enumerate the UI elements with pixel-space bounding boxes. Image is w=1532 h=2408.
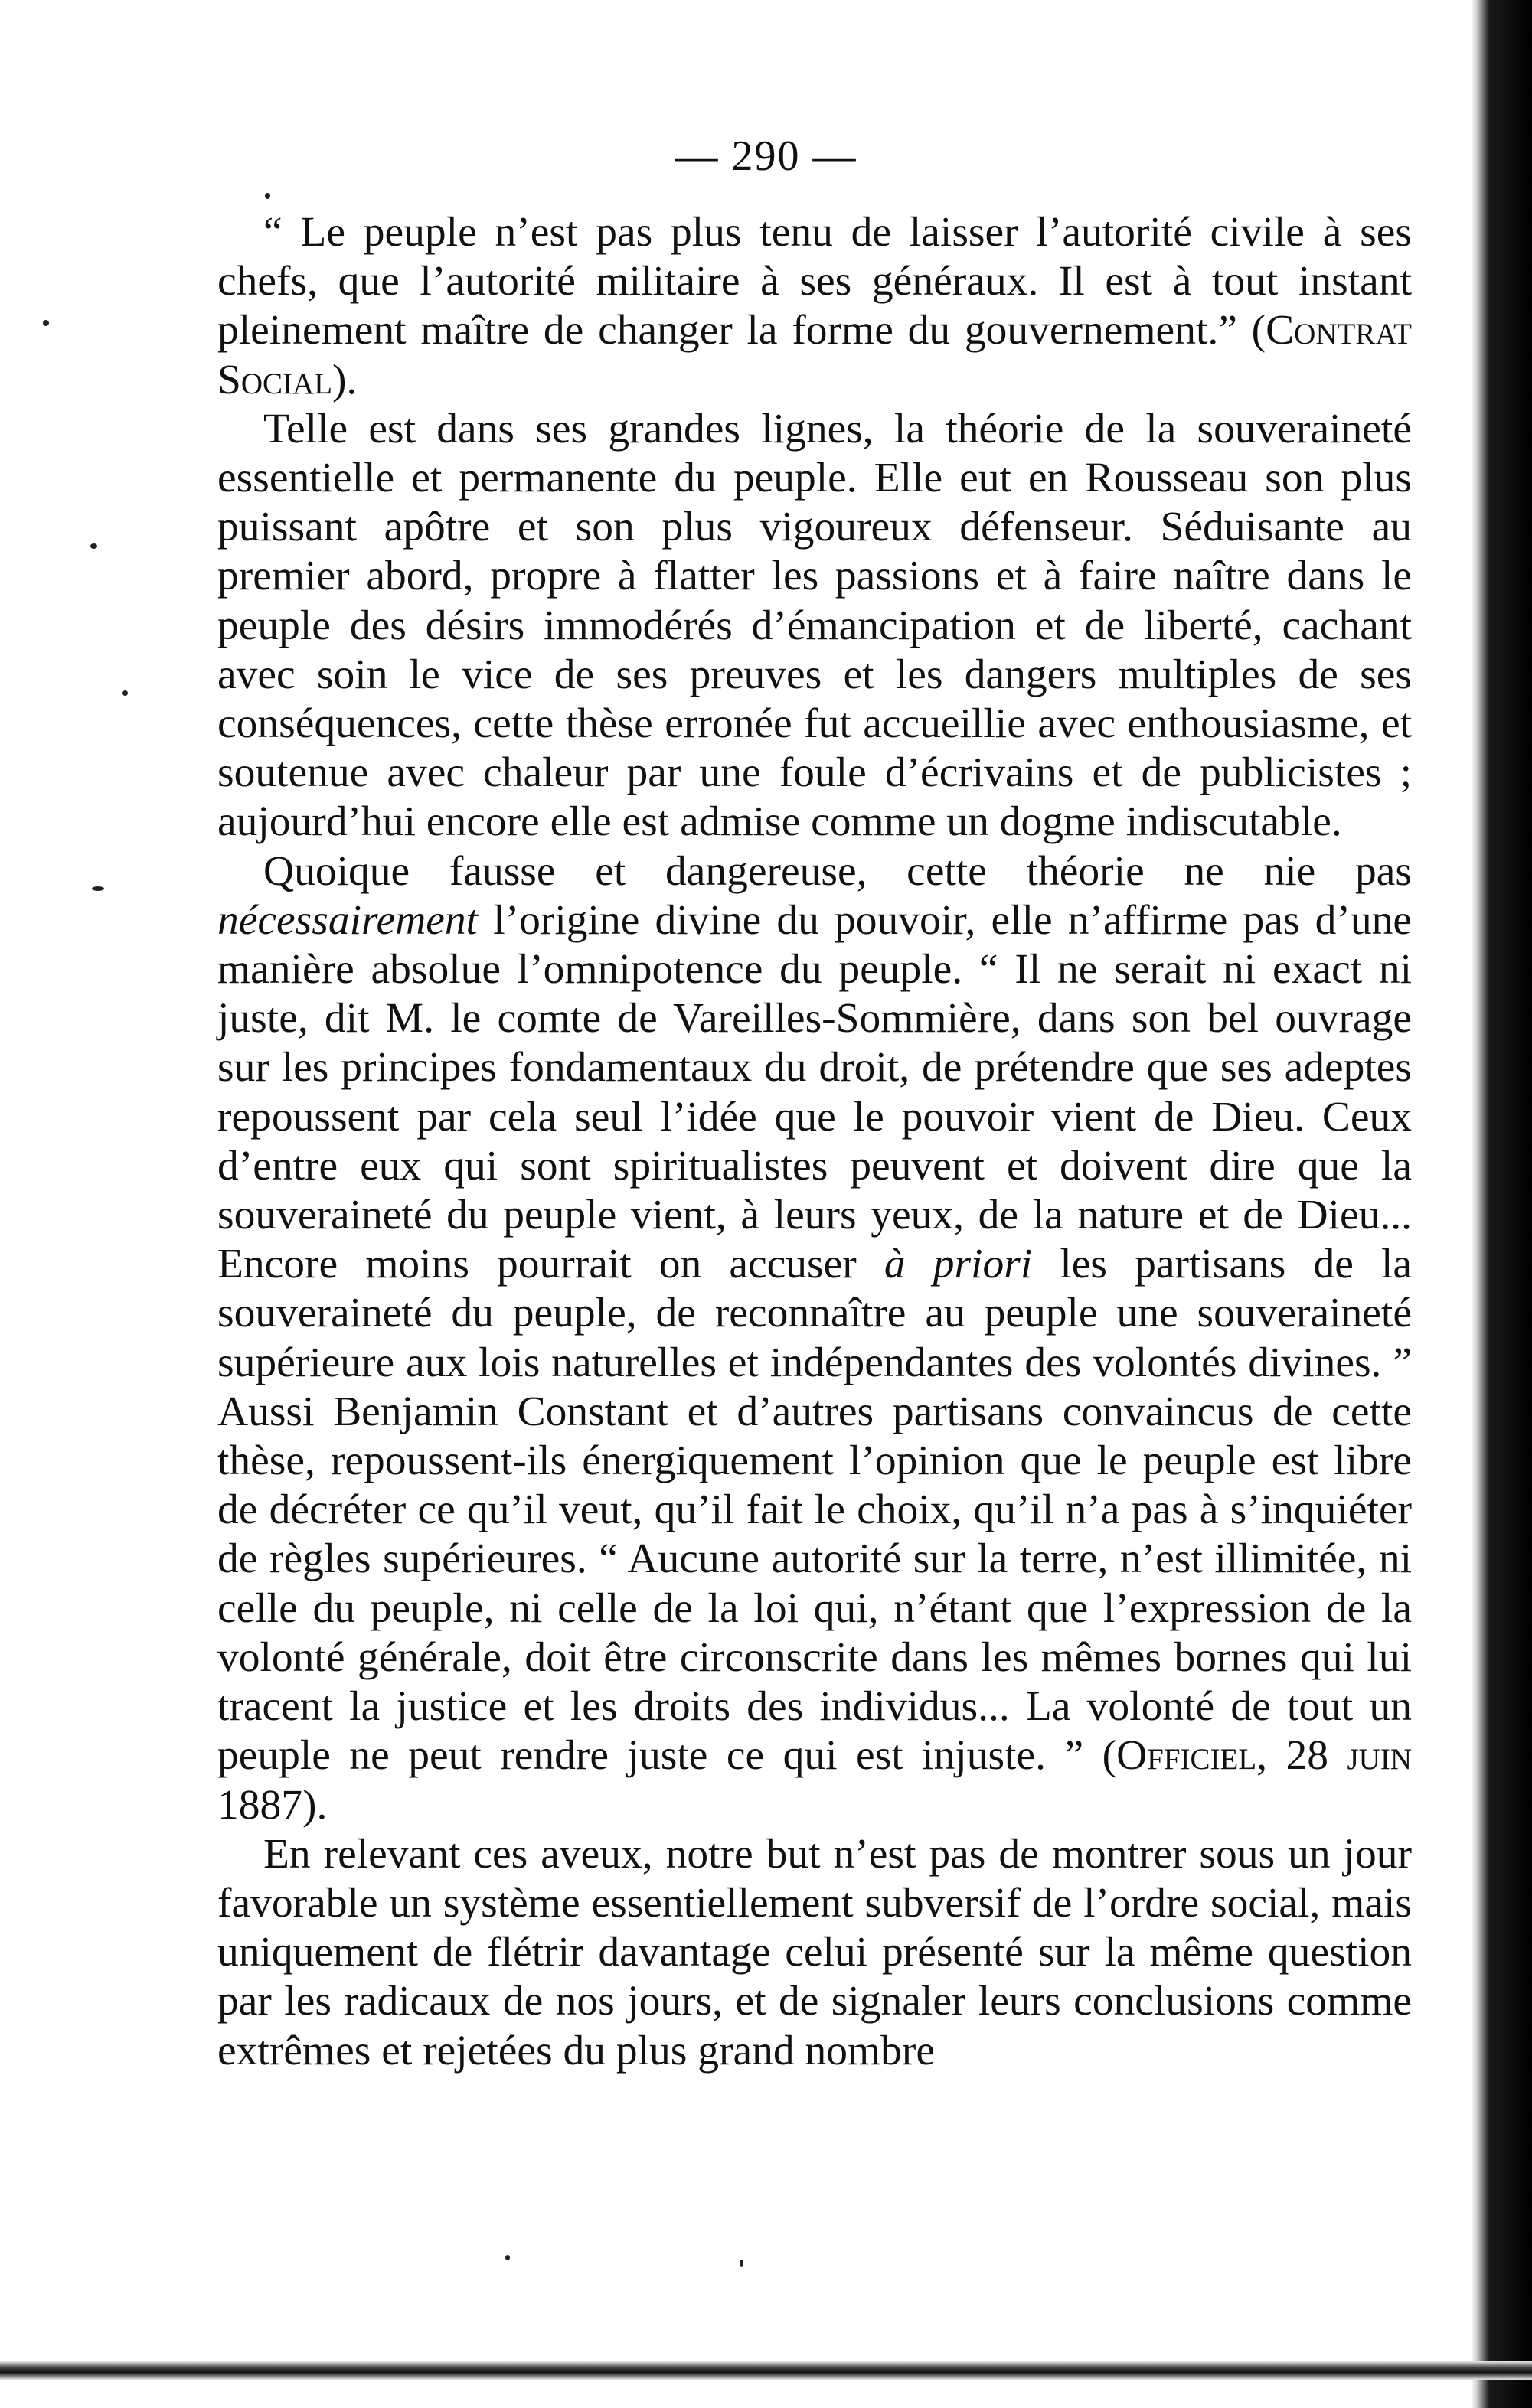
scan-speck xyxy=(505,2255,510,2260)
quote-source: Contrat Social xyxy=(217,307,1412,403)
page-bottom-rule xyxy=(0,2361,1532,2380)
page-text xyxy=(217,208,1412,2076)
scan-speck xyxy=(122,690,128,696)
scan-speck xyxy=(90,543,97,549)
page-edge-shadow xyxy=(1471,0,1532,2408)
paragraph-text-b: l’origine divine du pouvoir, elle n’affirme pas d’une manière absolue l’omnipotence du peuple. “ Il ne serait ni exact ni juste, dit M. le comte de Vareilles-Sommière, dans son bel ouvrage sur les principes fondamentaux du droit, de prétendre que ses adeptes repoussent par cela seul l’idée que le pouvoir vient de Dieu. Ceux d’entre eux qui sont spiritualistes peuvent et doivent dire que la souveraineté du peuple vient, à leurs yeux, de la nature et de Dieu... Encore moins pourrait on accuser xyxy=(217,896,1412,1288)
paragraph-aveux: En relevant ces aveux, notre but n’est pas de montrer sous un jour favorable un système essentiellement subversif de l’ordre social, mais uniquement de flétrir davantage celui présenté sur la même question par les radicaux de nos jours, et de signaler leurs conclusions comme extrêmes et rejetées du plus grand nombre xyxy=(217,1830,1412,2074)
quote-source-close: ). xyxy=(332,356,358,403)
paragraph-text-c: les partisans de la souveraineté du peuple, de reconnaître au peuple une souveraineté supérieure aux lois naturelles et indépendantes des volontés divines. ” Aussi Benjamin Constant et d’autres partisans convaincus de cette thèse, repoussent-ils énergiquement l’opinion que le peuple est libre de décréter ce qu’il veut, qu’il fait le choix, qu’il n’a pas à s’inquiéter de règles supérieures. “ Aucune autorité sur la terre, n’est illimitée, ni celle du peuple, ni celle de la loi qui, n’étant que l’expression de la volonté générale, doit être circonscrite dans les mêmes bornes qui lui tracent la justice et les droits des individus... La volonté de tout un peuple ne peut rendre juste ce qui est injuste. ” ( xyxy=(217,1241,1412,1780)
page-number: — 290 — xyxy=(675,132,857,180)
paragraph-theorie: Telle est dans ses grandes lignes, la théorie de la souveraineté essentielle et permanente du peuple. Elle eut en Rousseau son plus puissant apôtre et son plus vigoureux défenseur. Séduisante au premier abord, propre à flatter les passions et à faire naître dans le peuple des désirs immodérés d’émancipation et de liberté, cachant avec soin le vice de ses preuves et les dangers multiples de ses conséquences, cette thèse erronée fut accueillie avec enthousiasme, et soutenue avec chaleur par une foule d’écrivains et de publicistes ; aujourd’hui encore elle est admise comme un dogme indiscutable. xyxy=(217,405,1412,846)
citation-close: ). xyxy=(302,1781,328,1829)
scan-speck xyxy=(43,320,49,326)
emphasis-necessairement: nécessairement xyxy=(217,896,479,944)
paragraph-quoique xyxy=(217,847,1412,1830)
emphasis-a-priori: à priori xyxy=(884,1241,1033,1288)
scan-speck xyxy=(740,2260,743,2267)
quote-contrat-social xyxy=(217,208,1412,405)
scan-speck xyxy=(92,886,104,891)
scan-speck xyxy=(265,193,270,199)
quote-text: “ Le peuple n’est pas plus tenu de laisser l’autorité civile à ses chefs, que l’autorité militaire à ses généraux. Il est à tout instant pleinement maître de changer la forme du gouvernement.” ( xyxy=(217,209,1412,354)
citation-officiel: Officiel, 28 juin 1887 xyxy=(217,1732,1413,1829)
paragraph-text-a: Quoique fausse et dangereuse, cette théorie ne nie pas xyxy=(263,847,1412,895)
